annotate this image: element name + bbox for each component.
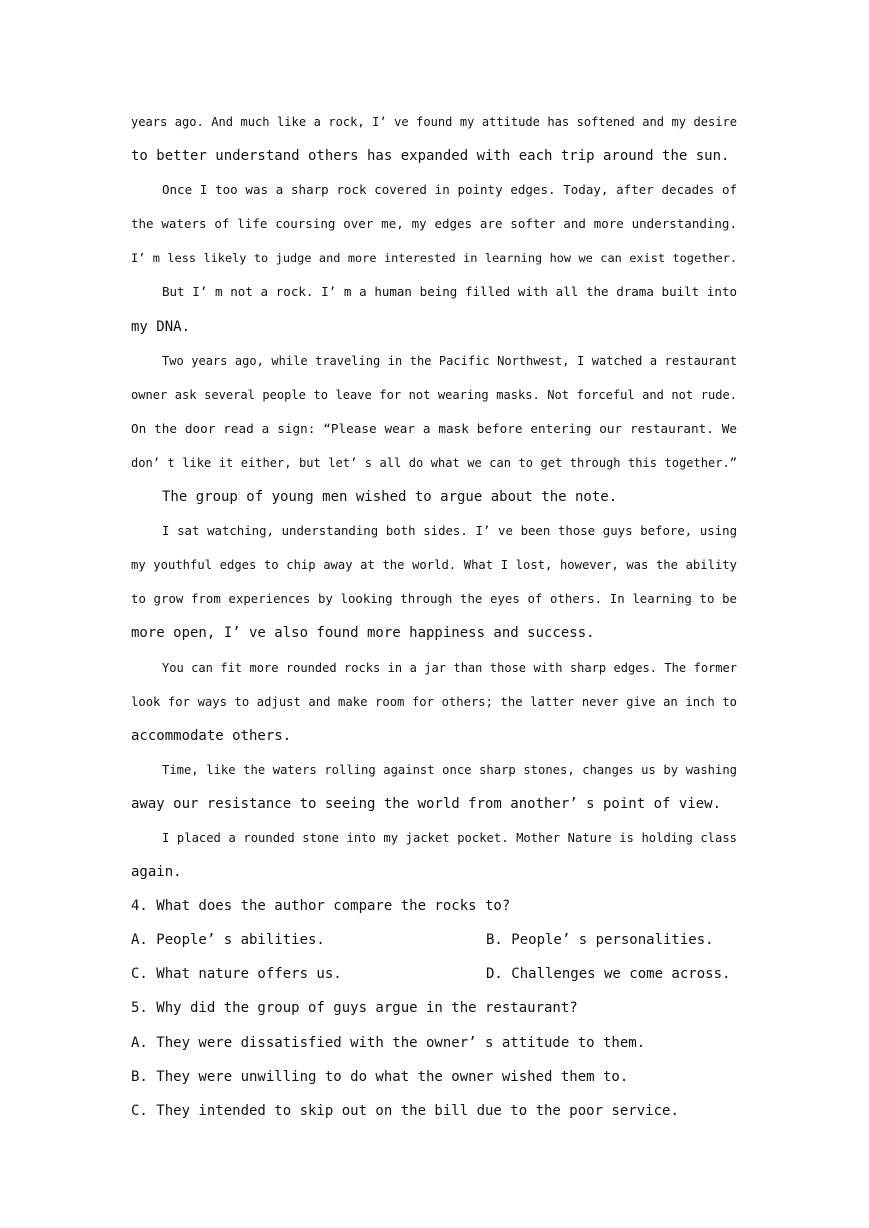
passage-line: accommodate others.	[131, 727, 292, 744]
passage-line: to better understand others has expanded with each trip around the sun.	[131, 148, 730, 165]
passage-line: owner ask several people to leave for not wearing masks. Not forceful and not rude.	[131, 387, 737, 402]
option-c: C. They intended to skip out on the bill due to the poor service.	[131, 1102, 679, 1119]
option-c: C. What nature offers us.	[131, 966, 342, 983]
passage-line: I’ m less likely to judge and more interested in learning how we can exist together.	[131, 251, 737, 266]
passage-line: look for ways to adjust and make room for others; the latter never give an inch to	[131, 694, 737, 709]
passage-line: Two years ago, while traveling in the Pacific Northwest, I watched a restaurant	[162, 353, 737, 368]
passage-line: my DNA.	[131, 318, 191, 335]
question-stem: 5. Why did the group of guys argue in the restaurant?	[131, 1000, 578, 1017]
option-row	[131, 957, 737, 991]
question-stem: 4. What does the author compare the rocks to?	[131, 898, 511, 915]
option-d: D. Challenges we come across.	[486, 966, 731, 983]
passage-line: years ago. And much like a rock, I’ ve found my attitude has softened and my desire	[131, 115, 737, 129]
passage-line: Time, like the waters rolling against once sharp stones, changes us by washing	[162, 762, 737, 777]
passage-line: to grow from experiences by looking through the eyes of others. In learning to be	[131, 592, 737, 607]
option-b: B. People’ s personalities.	[486, 932, 714, 949]
passage-line: I sat watching, understanding both sides. I’ ve been those guys before, using	[162, 524, 737, 539]
passage-line: Once I too was a sharp rock covered in pointy edges. Today, after decades of	[162, 182, 737, 198]
passage-line: again.	[131, 864, 182, 881]
option-row	[131, 923, 737, 957]
option-b: B. They were unwilling to do what the owner wished them to.	[131, 1068, 629, 1085]
passage-line: But I’ m not a rock. I’ m a human being filled with all the drama built into	[162, 284, 737, 300]
passage-line: You can fit more rounded rocks in a jar than those with sharp edges. The former	[162, 660, 737, 675]
passage-line: the waters of life coursing over me, my edges are softer and more understanding.	[131, 216, 737, 232]
option-a: A. People’ s abilities.	[131, 932, 325, 949]
document-page	[131, 105, 737, 1128]
passage-line: don’ t like it either, but let’ s all do what we can to get through this together.”	[131, 455, 737, 470]
option-a: A. They were dissatisfied with the owner’ s attitude to them.	[131, 1034, 646, 1051]
passage-line: On the door read a sign: “Please wear a mask before entering our restaurant. We	[131, 420, 737, 436]
passage-line: more open, I’ ve also found more happiness and success.	[131, 625, 595, 642]
passage-line: my youthful edges to chip away at the world. What I lost, however, was the ability	[131, 558, 737, 573]
passage-line: I placed a rounded stone into my jacket pocket. Mother Nature is holding class	[162, 830, 737, 845]
passage-line: away our resistance to seeing the world from another’ s point of view.	[131, 795, 722, 812]
passage-line: The group of young men wished to argue about the note.	[162, 489, 618, 506]
